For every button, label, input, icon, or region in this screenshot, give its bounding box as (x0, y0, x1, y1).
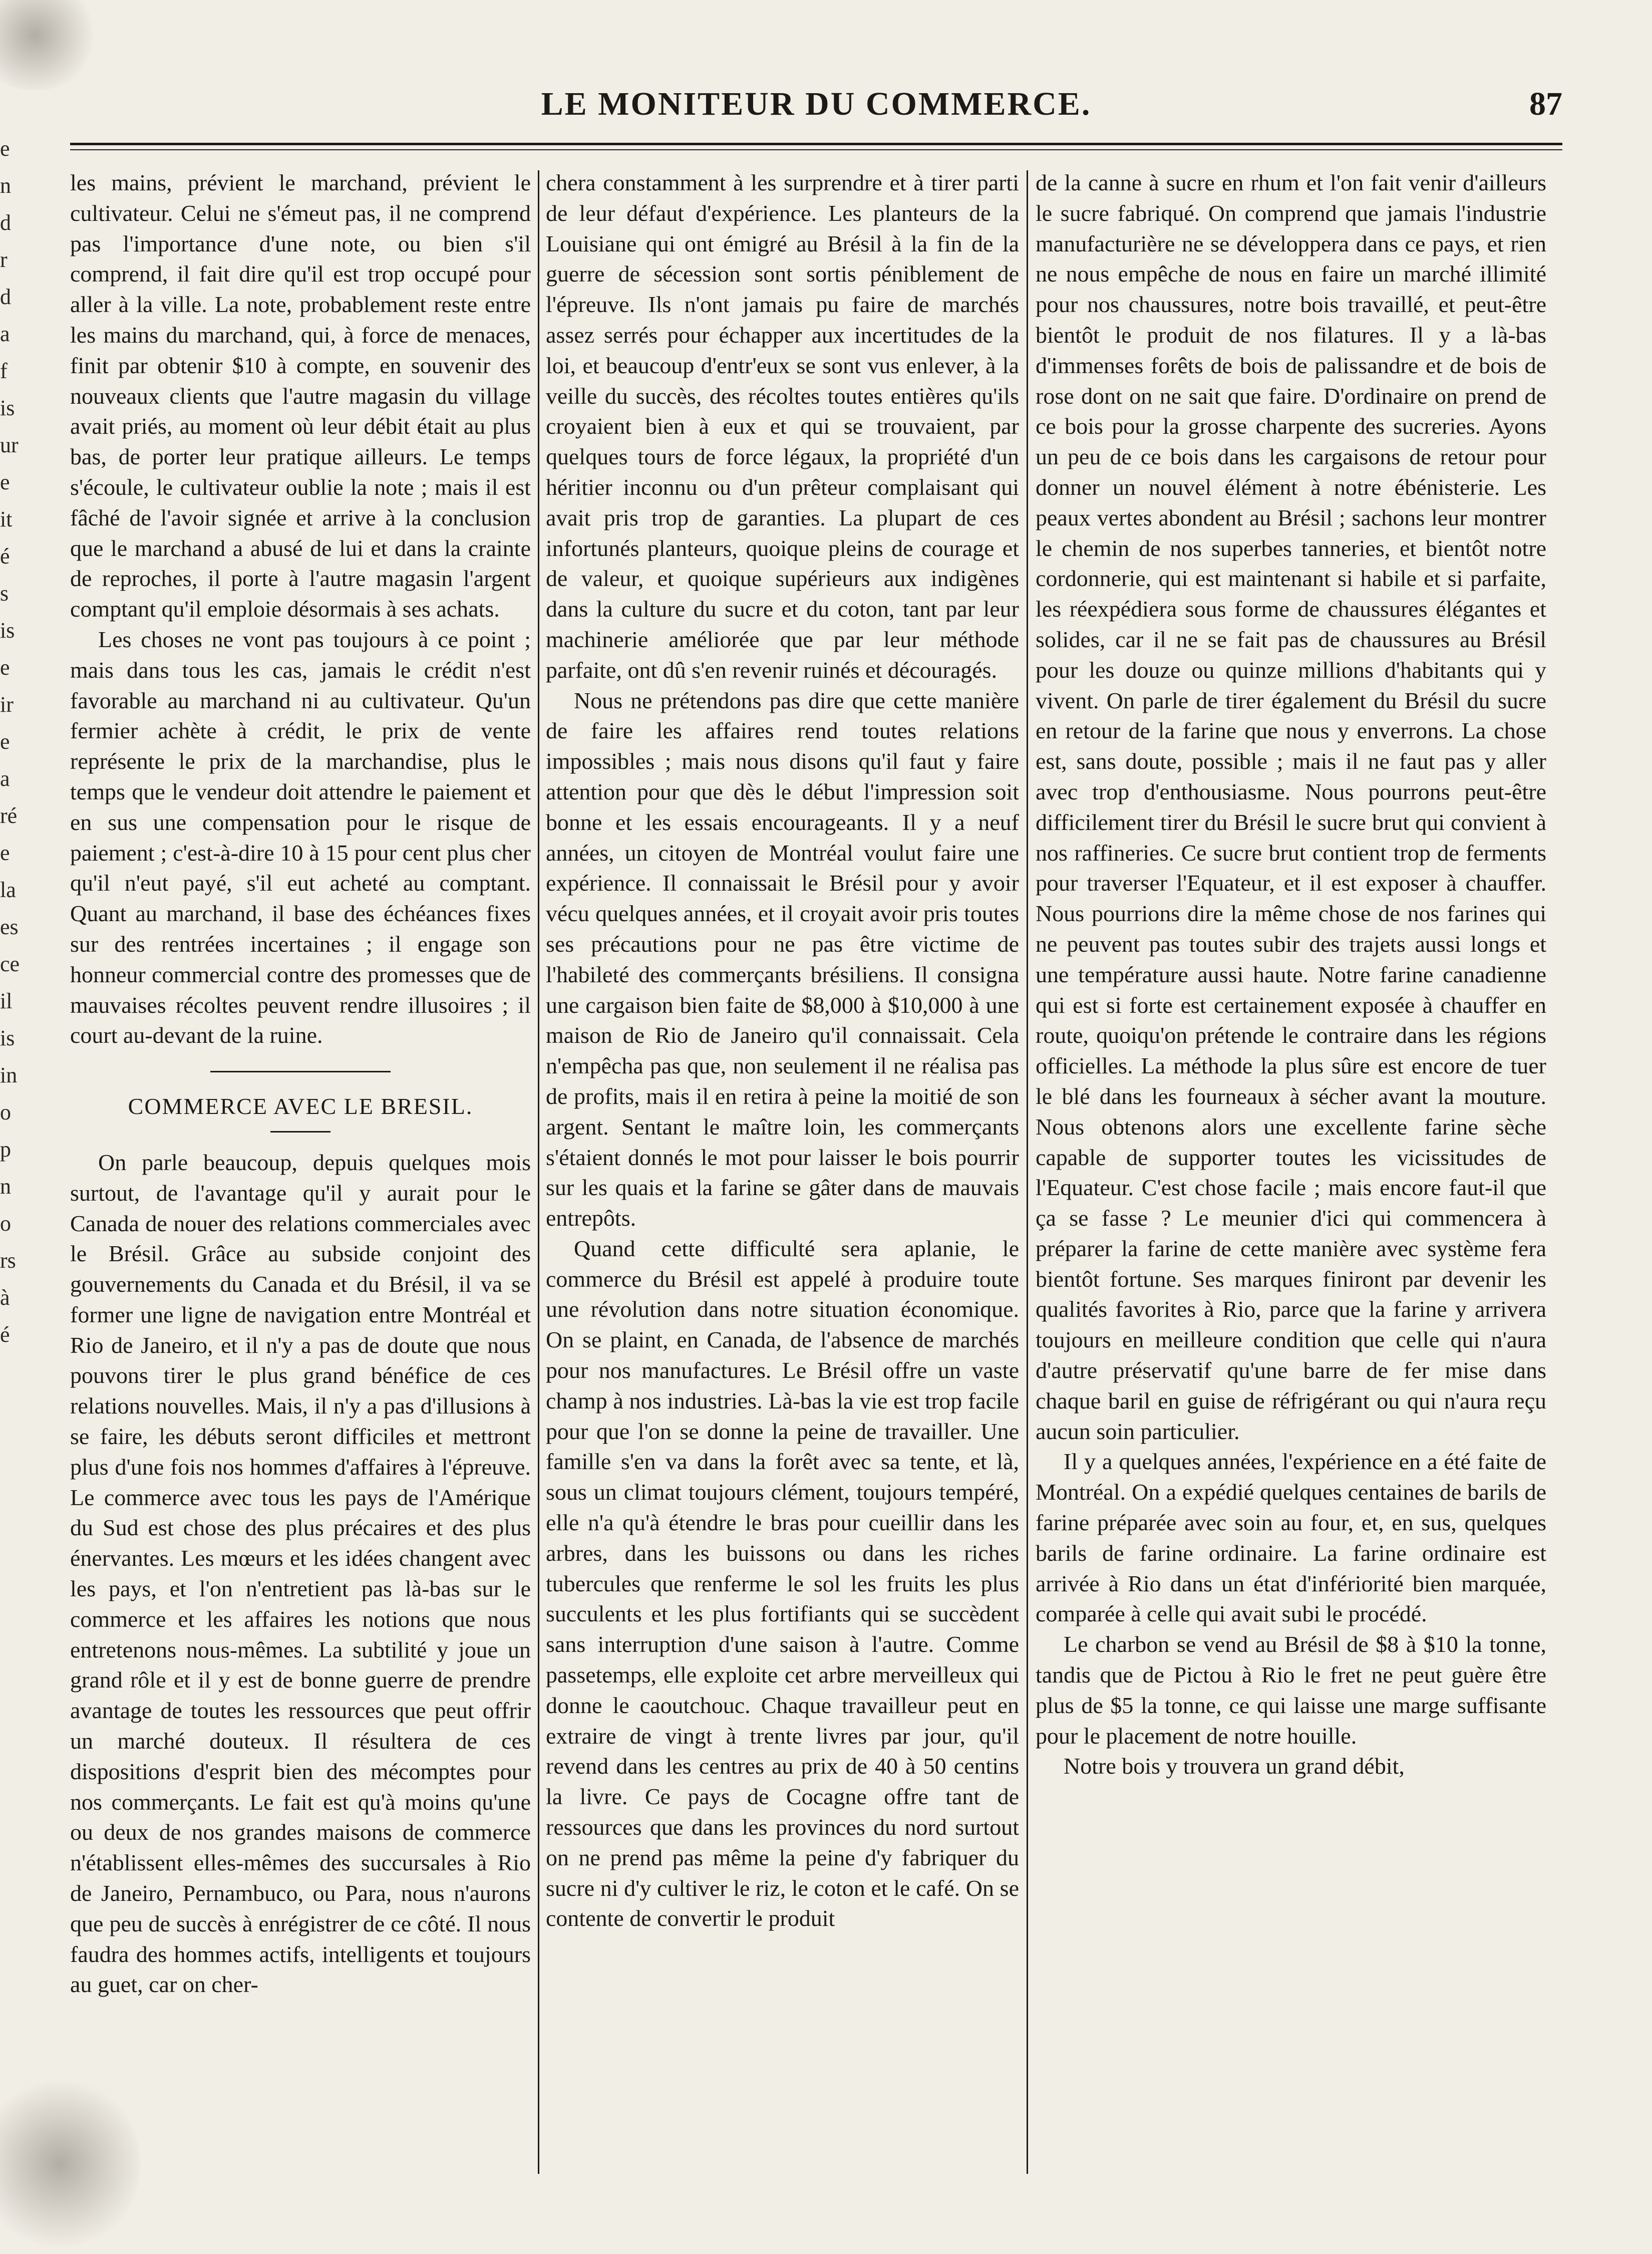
left-margin-fragments (0, 130, 31, 1533)
paragraph: de la canne à sucre en rhum et l'on fait venir d'ailleurs le sucre fabriqué. On comprend que jamais l'industrie manufacturière ne se développera dans ce pays, et rien ne nous empêche de nous en faire un marché illimité pour nos chaussures, notre bois travaillé, et peut-être bientôt le produit de nos filatures. Il y a là-bas d'immenses forêts de bois de palissandre et de bois de rose dont on ne sait que faire. D'ordinaire on prend de ce bois pour la grosse charpente des sucreries. Ayons un peu de ce bois dans les cargaisons de retour pour donner un nouvel élément à notre ébénisterie. Les peaux vertes abondent au Brésil ; sachons leur montrer le chemin de nos superbes tanneries, et bientôt notre cordonnerie, qui est maintenant si habile et si parfaite, les réexpédiera sous forme de chaussures élégantes et solides, car il ne se fait pas de chaussures au Brésil pour les douze ou quinze millions d'habitants qui y vivent. On parle de tirer également du Brésil du sucre en retour de la farine que nous y enverrons. La chose est, sans doute, possible ; mais il ne faut pas y aller avec trop d'enthousiasme. Nous pourrons peut-être difficilement tirer du Brésil le sucre brut qui convient à nos raffineries. Ce sucre brut contient trop de ferments pour traverser l'Equateur, et il est exposer à chauffer. Nous pourrions dire la même chose de nos farines qui ne peuvent pas toutes subir des trajets aussi longs et une température aussi haute. Notre farine canadienne qui est si forte est certainement exposée à chauffer en route, quoiqu'on prétende le contraire dans les régions officielles. La méthode la plus sûre est encore de tuer le blé dans les fourneaux à sécher avant la mouture. Nous obtenons alors une excellente farine sèche capable de supporter toutes les vicissitudes de l'Equateur. C'est chose facile ; mais encore faut-il que ça se fasse ? Le meunier d'ici qui commencera à préparer la farine de cette manière avec système fera bientôt fortune. Ses marques finiront par devenir les qualités favorites à Rio, parce que la farine y arrivera toujours en meilleure condition que celle qui n'aura d'autre préservatif qu'une barre de fer mise dans chaque baril en guise de réfrigérant ou qui n'aura reçu aucun soin particulier. (1036, 170, 1546, 1444)
paragraph: Nous ne prétendons pas dire que cette manière de faire les affaires rend toutes relations impossibles ; mais nous disons qu'il faut y faire attention pour que dès le début l'impression soit bonne et les essais encourageants. Il y a neuf années, un citoyen de Montréal voulut faire une expérience. Il connaissait le Brésil pour y avoir vécu quelques années, et il croyait avoir pris toutes ses précautions pour ne pas être victime de l'habileté des commerçants brésiliens. Il consigna une cargaison bien faite de $8,000 à $10,000 à une maison de Rio de Janeiro qu'il connaissait. Cela n'empêcha pas que, non seulement il ne réalisa pas de profits, mais il en retira à peine la moitié de son argent. Sentant le maître loin, les commerçants s'étaient donnés le mot pour laisser le bois pourrir sur les quais et la farine se gâter dans de mauvais entrepôts. (546, 687, 1019, 1231)
margin-fragment: e (0, 136, 10, 161)
margin-fragment: e (0, 840, 10, 865)
margin-fragment: is (0, 396, 15, 420)
column-2 (546, 168, 1019, 1934)
margin-fragment: rs (0, 1248, 16, 1273)
margin-fragment: a (0, 766, 10, 791)
margin-fragment: e (0, 655, 10, 680)
margin-fragment: s (0, 581, 9, 606)
margin-fragment: à (0, 1285, 10, 1310)
margin-fragment: it (0, 507, 13, 531)
margin-fragment: il (0, 989, 13, 1013)
page-stain (0, 0, 100, 90)
margin-fragment: es (0, 915, 19, 939)
margin-fragment: d (0, 210, 11, 235)
paragraph: Le charbon se vend au Brésil de $8 à $10 la tonne, tandis que de Pictou à Rio le fret ne peut guère être plus de $5 la tonne, ce qui laisse une marge suffisante pour le placement de notre houille. (1036, 1631, 1546, 1749)
margin-fragment: n (0, 173, 11, 198)
margin-fragment: f (0, 359, 8, 383)
margin-fragment: in (0, 1063, 18, 1087)
paragraph: Quand cette difficulté sera aplanie, le commerce du Brésil est appelé à produire toute une révolution dans notre situation économique. On se plaint, en Canada, de l'absence de marchés pour nos manufactures. Le Brésil offre un vaste champ à nos industries. Là-bas la vie est trop facile pour que l'on se donne la peine de travailler. Une famille s'en va dans la forêt avec sa tente, et là, sous un climat toujours clément, toujours tempéré, elle n'a qu'à étendre le bras pour cueillir dans les arbres, dans les buissons ou dans les riches tubercules que renferme le sol les fruits les plus succulents et les plus fortifiants qui se succèdent sans interruption d'une saison à l'autre. Comme passetemps, elle exploite cet arbre merveilleux qui donne le caoutchouc. Chaque travailleur peut en extraire de vingt à trente livres par jour, qu'il revend dans les centres au prix de 40 à 50 centins la livre. Ce pays de Cocagne offre tant de ressources que dans les provinces du nord surtout on ne prend pas même la peine d'y fabriquer du sucre ni d'y cultiver le riz, le coton et le café. On se contente de convertir le produit (546, 1235, 1019, 1931)
column-1 (70, 168, 531, 2000)
margin-fragment: é (0, 1322, 10, 1347)
margin-fragment: o (0, 1100, 11, 1124)
margin-fragment: is (0, 618, 15, 643)
paragraph: Notre bois y trouvera un grand débit, (1064, 1753, 1405, 1779)
section-heading: COMMERCE AVEC LE BRESIL. (128, 1093, 473, 1119)
margin-fragment: a (0, 322, 10, 346)
heading-rule (270, 1131, 331, 1133)
paragraph: Il y a quelques années, l'expérience en a été faite de Montréal. On a expédié quelques centaines de barils de farine préparée avec soin au four, et, en sus, quelques barils de farine ordinaire. La farine ordinaire est arrivée à Rio dans un état d'infériorité bien marquée, comparée à celle qui avait subi le procédé. (1036, 1449, 1546, 1627)
margin-fragment: ré (0, 803, 18, 828)
margin-fragment: p (0, 1137, 11, 1162)
column-divider (1027, 170, 1028, 2174)
paragraph: On parle beaucoup, depuis quelques mois surtout, de l'avantage qu'il y aurait pour le Canada de nouer des relations commerciales avec le Brésil. Grâce au subside conjoint des gouvernements du Canada et du Brésil, il va se former une ligne de navigation entre Montréal et Rio de Janeiro, et il n'y a pas de doute que nous pouvons tirer le plus grand bénéfice de ces relations nouvelles. Mais, il n'y a pas d'illusions à se faire, les débuts seront difficiles et mettront plus d'une fois nos hommes d'affaires à l'épreuve. Le commerce avec tous les pays de l'Amérique du Sud est chose des plus précaires et des plus énervantes. Les mœurs et les idées changent avec les pays, et l'on n'entretient pas là-bas sur le commerce et les affaires les notions que nous entretenons nous-mêmes. La subtilité y joue un grand rôle et il y est de bonne guerre de prendre avantage de toutes les ressources que peut offrir un marché douteux. Il résultera de ces dispositions d'esprit bien des mécomptes pour nos commerçants. Le fait est qu'à moins qu'une ou deux de nos grandes maisons de commerce n'établissent elles-mêmes des succursales à Rio de Janeiro, Pernambuco, ou Para, nous n'aurons que peu de succès à enrégistrer de ce côté. Il nous faudra des hommes actifs, intelligents et toujours au guet, car on cher- (70, 1149, 531, 1998)
paragraph: Les choses ne vont pas toujours à ce point ; mais dans tous les cas, jamais le crédit n'est favorable au marchand ni au cultivateur. Qu'un fermier achète à crédit, le prix de vente représente le prix de la marchandise, plus le temps que le vendeur doit attendre le paiement et en sus une compensation pour le risque de paiement ; c'est-à-dire 10 à 15 pour cent plus cher qu'il n'eut payé, s'il eut acheté au comptant. Quant au marchand, il base des échéances fixes sur des rentrées incertaines ; il engage son honneur commercial contre des promesses que de mauvaises récoltes peuvent rendre illusoires ; il court au-devant de la ruine. (70, 626, 531, 1048)
masthead-rule-thin (70, 149, 1562, 150)
margin-fragment: d (0, 285, 11, 309)
margin-fragment: o (0, 1211, 11, 1236)
margin-fragment: e (0, 729, 10, 754)
paragraph: les mains, prévient le marchand, prévient le cultivateur. Celui ne s'émeut pas, il ne comprend pas l'importance d'une note, ou bien s'il comprend, il fait dire qu'il est trop occupé pour aller à la ville. La note, probablement reste entre les mains du marchand, qui, à force de menaces, finit par obtenir $10 à compte, en souvenir des nouveaux clients que l'autre magasin du village avait priés, au moment où leur débit était au plus bas, de porter leur pratique ailleurs. Le temps s'écoule, le cultivateur oublie la note ; mais il est fâché de l'avoir signée et arrive à la conclusion que le marchand a abusé de lui et dans la crainte de reproches, il porte à l'autre magasin l'argent comptant qu'il emploie désormais à ses achats. (70, 170, 531, 622)
section-divider (210, 1071, 391, 1072)
margin-fragment: r (0, 247, 8, 272)
margin-fragment: ir (0, 692, 14, 717)
column-3 (1036, 168, 1546, 1782)
masthead (70, 85, 1562, 140)
margin-fragment: é (0, 544, 10, 569)
page-stain (0, 2074, 140, 2254)
column-divider (538, 170, 539, 2174)
margin-fragment: la (0, 878, 16, 902)
margin-fragment: n (0, 1174, 11, 1199)
paragraph: chera constamment à les surprendre et à tirer parti de leur défaut d'expérience. Les planteurs de la Louisiane qui ont émigré au Brésil à la fin de la guerre de sécession sont sortis péniblement de l'épreuve. Ils n'ont jamais pu faire de marchés assez serrés pour échapper aux incertitudes de la loi, et beaucoup d'entr'eux se sont vus enlever, à la veille du succès, des récoltes toutes entières qu'ils croyaient bien à eux et qui se trouvaient, par quelques tours de force légaux, la propriété d'un héritier inconnu ou d'un prêteur complaisant qui avait pris trop de garanties. La plupart de ces infortunés planteurs, quoique pleins de courage et de valeur, et quoique supérieurs aux indigènes dans la culture du sucre et du coton, tant par leur machinerie améliorée que par leur méthode parfaite, ont dû s'en revenir ruinés et découragés. (546, 170, 1019, 683)
margin-fragment: ce (0, 952, 20, 976)
masthead-title: LE MONITEUR DU COMMERCE. (541, 86, 1092, 122)
margin-fragment: e (0, 470, 10, 494)
margin-fragment: is (0, 1026, 15, 1050)
margin-fragment: ur (0, 433, 19, 457)
masthead-rule (70, 143, 1562, 145)
page-number: 87 (1529, 86, 1562, 122)
